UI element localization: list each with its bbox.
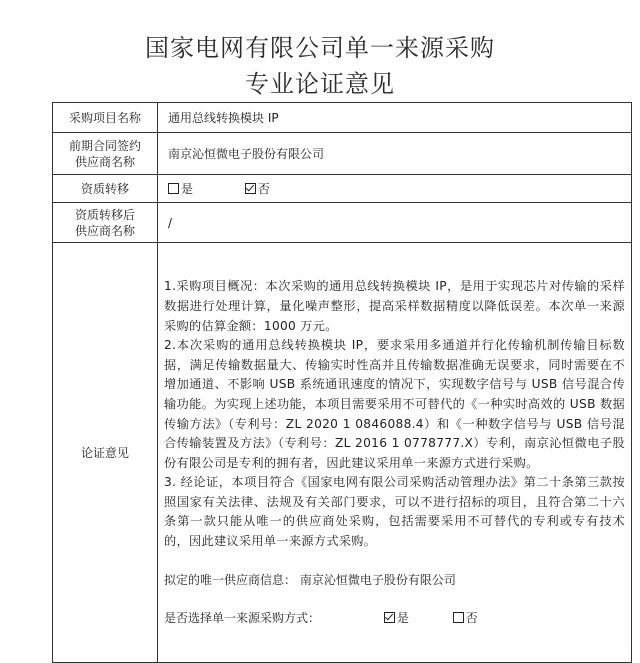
single-source-choice-label: 是否选择单一来源采购方式： [164,610,321,625]
prev-supplier-label-line1: 前期合同签约 [68,138,141,153]
transfer-yes-label: 是 [181,181,194,196]
choice-no-option[interactable] [453,608,478,628]
transfer-no-label: 否 [257,181,270,196]
table-row [53,175,632,203]
transfer-label: 资质转移 [53,175,158,203]
prev-supplier-value: 南京沁恒微电子股份有限公司 [158,133,632,175]
project-name-value: 通用总线转换模块 IP [158,103,632,133]
choice-no-checkbox[interactable] [453,612,464,623]
choice-yes-checkbox[interactable] [384,612,395,623]
proposed-supplier-label: 拟定的唯一供应商信息： [164,572,297,587]
after-transfer-label [53,203,158,243]
demonstration-form-table [52,102,632,663]
single-source-choice-line [164,608,625,628]
opinion-paragraph-1: 1.采购项目概况：本次采购的通用总线转换模块 IP，是用于实现芯片对传输的采样数据进行处理计算，量化噪声整形，提高采样数据精度以降低误差。本次单一来源采购的估算金额：1000 万元。 [164,279,625,333]
proposed-supplier-line [164,570,625,590]
table-row [53,243,632,663]
table-row [53,103,632,133]
transfer-options [158,175,632,203]
transfer-yes-option[interactable] [168,181,193,197]
opinion-content [158,243,632,663]
opinion-paragraph-3: 3. 经论证，本项目符合《国家电网有限公司采购活动管理办法》第二十条第三款按照国家有关法律、法规及有关部门要求，可以不进行招标的项目，且符合第二十六条第一款只能从唯一的供应商处采购，包括需要采用不可替代的专利或专有技术的，因此建议采用单一来源方式采购。 [164,475,625,549]
after-transfer-label-line1: 资质转移后 [74,207,135,222]
opinion-label: 论证意见 [53,243,158,663]
transfer-no-option[interactable] [245,181,270,197]
transfer-no-checkbox[interactable] [245,183,256,194]
choice-yes-label: 是 [396,610,409,625]
choice-yes-option[interactable] [384,608,409,628]
table-row [53,133,632,175]
transfer-yes-checkbox[interactable] [168,183,179,194]
document-title-line1: 国家电网有限公司单一来源采购 [145,34,495,62]
after-transfer-value: / [158,203,632,243]
prev-supplier-label [53,133,158,175]
prev-supplier-label-line2: 供应商名称 [74,154,135,169]
choice-no-label: 否 [465,610,478,625]
after-transfer-label-line2: 供应商名称 [74,223,135,238]
document-title-line2: 专业论证意见 [245,70,395,98]
table-row [53,203,632,243]
proposed-supplier-value: 南京沁恒微电子股份有限公司 [299,572,456,587]
opinion-paragraph-2: 2.本次采购的通用总线转换模块 IP，要求采用多通道并行化传输机制传输目标数据，满足传输数据量大、传输实时性高并且传输数据准确无误要求，同时需要在不增加通道、不影响 USB 系统通讯速度的情况下，实现数字信号与 USB 信号混合传输功能。为实现上述功能，本项目需要采用不可替代的《一种实时高效的 USB 数据传输方法》（专利号：ZL 2020 1 0846088.4）和《一种数字信号与 USB 信号混合传输装置及方法》（专利号：ZL 2016 1 0778777.X）专利，南京沁恒微电子股份有限公司是专利的拥有者，因此建议采用单一来源方式进行采购。 [164,338,625,470]
project-name-label: 采购项目名称 [53,103,158,133]
